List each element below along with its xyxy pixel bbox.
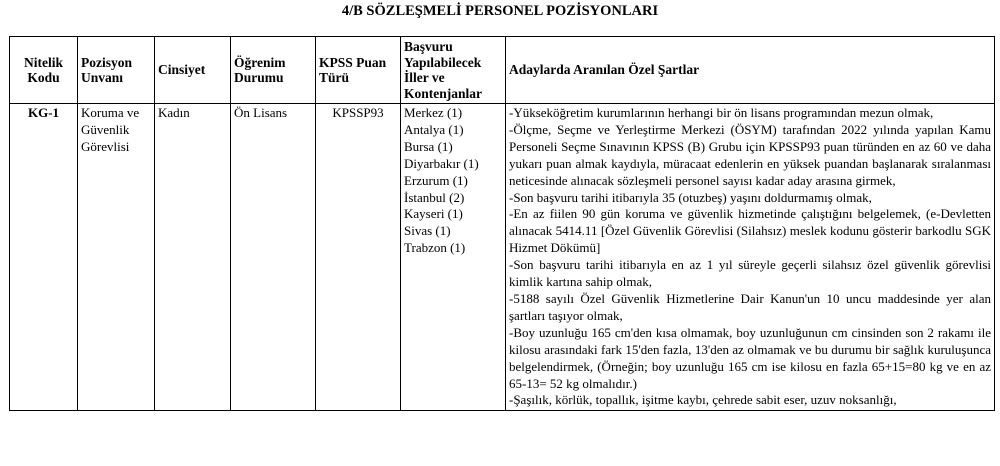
header-requirements: Adaylarda Aranılan Özel Şartlar [506, 37, 995, 104]
cell-education: Ön Lisans [231, 104, 316, 411]
document-title: 4/B SÖZLEŞMELİ PERSONEL POZİSYONLARI [341, 3, 659, 19]
requirement-item: -En az fiilen 90 gün koruma ve güvenlik hizmetinde çalıştığını belgelemek, (e-Devletten alınacak 5414.11 [Özel Güvenlik Görevlisi (Silahsız) meslek kodunu gösterir barkodlu SGK Hizmet Dökümü] [509, 206, 991, 256]
cell-gender: Kadın [155, 104, 231, 411]
cell-cities [401, 104, 506, 411]
requirement-item: -Boy uzunluğu 165 cm'den kısa olmamak, boy uzunluğunun cm cinsinden son 2 rakamı ile kilosu arasındaki fark 15'den fazla, 13'den az olmamak ve bu durumu bir sağlık kuruluşunca belgelendirmek, (Örneğin; boy uzunluğu 165 cm ise kilosu en fazla 65+15=80 kg ve en az 65-13= 52 kg olmalıdır.) [509, 324, 991, 391]
header-cities: Başvuru Yapılabilecek İller ve Kontenjanlar [401, 37, 506, 104]
requirement-item: -Ölçme, Seçme ve Yerleştirme Merkezi (ÖSYM) tarafından 2022 yılında yapılan Kamu Personeli Seçme Sınavının KPSS (B) Grubu için KPSSP93 puan türünden en az 60 ve daha yukarı puan almak kaydıyla, müracaat edenlerin en yüksek puandan başlanarak sıralanması neticesinde alınacak sözleşmeli personel sayısı kadar aday arasına girmek, [509, 121, 991, 188]
cell-code: KG-1 [10, 104, 78, 411]
requirement-item: -5188 sayılı Özel Güvenlik Hizmetlerine Dair Kanun'un 10 uncu maddesinde yer alan şartları taşıyor olmak, [509, 290, 991, 323]
requirement-item: -Son başvuru tarihi itibarıyla 35 (otuzbeş) yaşını doldurmamış olmak, [509, 189, 872, 205]
cell-position: Koruma ve Güvenlik Görevlisi [78, 104, 155, 411]
cell-requirements [506, 104, 995, 411]
requirement-item: -Yükseköğretim kurumlarının herhangi bir ön lisans programından mezun olmak, [509, 105, 934, 120]
city-quota: İstanbul (2) [404, 189, 465, 205]
city-quota: Diyarbakır (1) [404, 155, 479, 171]
city-quota: Kayseri (1) [404, 206, 463, 222]
header-kpss: KPSS Puan Türü [316, 37, 401, 104]
city-quota: Merkez (1) [404, 105, 463, 120]
table-row [10, 104, 995, 411]
header-code: Nitelik Kodu [10, 37, 78, 104]
requirement-item: -Şaşılık, körlük, topallık, işitme kaybı, çehrede sabit eser, uzuv noksanlığı, [509, 392, 897, 408]
requirement-item: -Son başvuru tarihi itibarıyla en az 1 yıl süreyle geçerli silahsız özel güvenlik görevlisi kimlik kartına sahip olmak, [509, 257, 991, 290]
positions-table [9, 36, 995, 411]
city-quota: Erzurum (1) [404, 172, 468, 188]
table-header-row [10, 37, 995, 104]
header-gender: Cinsiyet [155, 37, 231, 104]
city-quota: Bursa (1) [404, 138, 453, 154]
city-quota: Sivas (1) [404, 223, 451, 239]
header-education: Öğrenim Durumu [231, 37, 316, 104]
city-quota: Antalya (1) [404, 121, 464, 137]
header-position: Pozisyon Unvanı [78, 37, 155, 104]
cell-kpss: KPSSP93 [316, 104, 401, 411]
city-quota: Trabzon (1) [404, 240, 466, 256]
